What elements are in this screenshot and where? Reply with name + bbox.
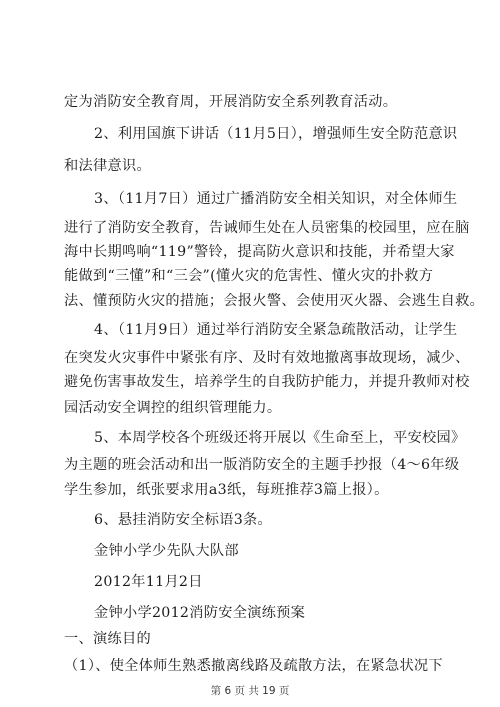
section-heading: 一、演练目的 [64,631,151,647]
text-line: 2、利用国旗下讲话（11月5日），增强师生安全防范意识 [94,126,458,142]
text-line: 海中长期鸣响“119”警铃，提高防火意识和技能，并希望大家 [64,244,455,260]
text-line: 园活动安全调控的组织管理能力。 [64,400,282,416]
text-line: 6、悬挂消防安全标语3条。 [94,512,273,528]
section-title: 金钟小学2012消防安全演练预案 [94,605,306,621]
text-line: 定为消防安全教育周，开展消防安全系列教育活动。 [64,94,398,110]
text-line: 3、（11月7日）通过广播消防安全相关知识，对全体师生 [94,191,458,207]
text-line: 4、（11月9日）通过举行消防安全紧急疏散活动，让学生 [94,322,458,338]
text-line: （1）、使全体师生熟悉撤离线路及疏散方法，在紧急状况下 [64,658,443,674]
text-line: 学生参加，纸张要求用a3纸，每班推荐3篇上报）。 [64,482,389,498]
text-line: 法、懂预防火灾的措施；会报火警、会使用灭火器、会逃生自救。 [64,293,485,309]
text-line: 为主题的班会活动和出一版消防安全的主题手抄报（4～6年级 [64,457,460,473]
text-line: 5、本周学校各个班级还将开展以《生命至上，平安校园》 [94,430,466,446]
text-line: 能做到“三懂”和“三会”(懂火灾的危害性、懂火灾的扑救方 [64,268,434,284]
signature-date: 2012年11月2日 [94,574,203,590]
text-line: 避免伤害事故发生，培养学生的自我防护能力，并提升教师对校 [64,374,470,390]
text-line: 和法律意识。 [64,158,151,174]
page-footer: 第 6 页 共 19 页 [210,685,290,697]
text-line: 在突发火灾事件中紧张有序、及时有效地撤离事故现场，减少、 [64,350,470,366]
signature-org: 金钟小学少先队大队部 [94,543,239,559]
text-line: 进行了消防安全教育，告诫师生处在人员密集的校园里，应在脑 [64,220,470,236]
